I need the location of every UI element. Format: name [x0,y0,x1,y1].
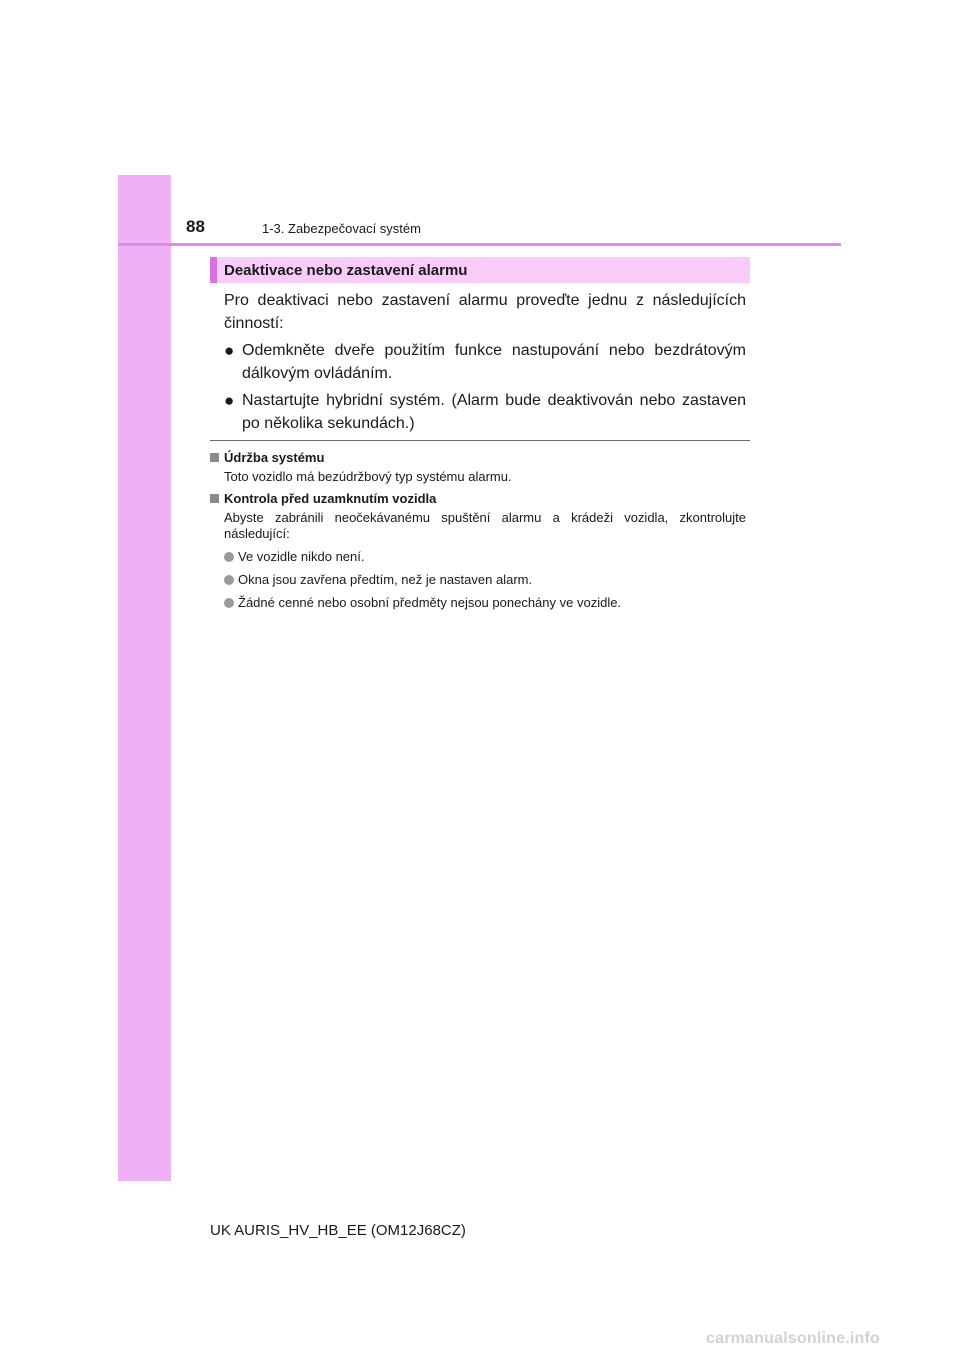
list-item [210,549,746,565]
square-bullet-icon [210,453,219,462]
gray-bullet-icon [224,598,234,608]
list-item [210,572,746,588]
note-item-text: Ve vozidle nikdo není. [238,549,365,564]
bullet-icon: ● [224,341,235,360]
list-item [210,595,746,611]
note-text: Toto vozidlo má bezúdržbový typ systému alarmu. [224,469,512,484]
bullet-icon: ● [224,391,235,410]
chapter-sidebar-tab [118,175,171,1181]
notes-divider [210,440,750,441]
note-title: Údržba systému [224,450,325,465]
note-heading-maintenance [210,450,746,466]
note-item-text: Žádné cenné nebo osobní předměty nejsou ponechány ve vozidle. [238,595,622,610]
header-rule [118,243,841,246]
notes-section [210,449,746,618]
list-item [224,339,746,385]
square-bullet-icon [210,494,219,503]
section-heading: Deaktivace nebo zastavení alarmu [210,257,750,283]
intro-paragraph: Pro deaktivaci nebo zastavení alarmu proveďte jednu z následujících činností: [224,292,746,332]
note-text: Abyste zabránili neočekávanému spuštění alarmu a krádeži vozidla, zkontrolujte následující: [224,510,746,541]
footer-model-code: UK AURIS_HV_HB_EE (OM12J68CZ) [210,1222,466,1239]
note-title: Kontrola před uzamknutím vozidla [224,491,437,506]
watermark: carmanualsonline.info [706,1330,881,1347]
section-body [224,289,746,439]
list-item [224,389,746,435]
chapter-title: 1-3. Zabezpečovací systém [262,221,421,236]
note-heading-check [210,491,746,507]
bullet-text: Odemkněte dveře použitím funkce nastupování nebo bezdrátovým dálkovým ovládáním. [242,342,746,382]
page-number: 88 [186,217,205,236]
note-item-text: Okna jsou zavřena předtím, než je nastaven alarm. [238,572,533,587]
gray-bullet-icon [224,552,234,562]
bullet-text: Nastartujte hybridní systém. (Alarm bude deaktivován nebo zastaven po několika sekundách.) [242,392,746,432]
gray-bullet-icon [224,575,234,585]
